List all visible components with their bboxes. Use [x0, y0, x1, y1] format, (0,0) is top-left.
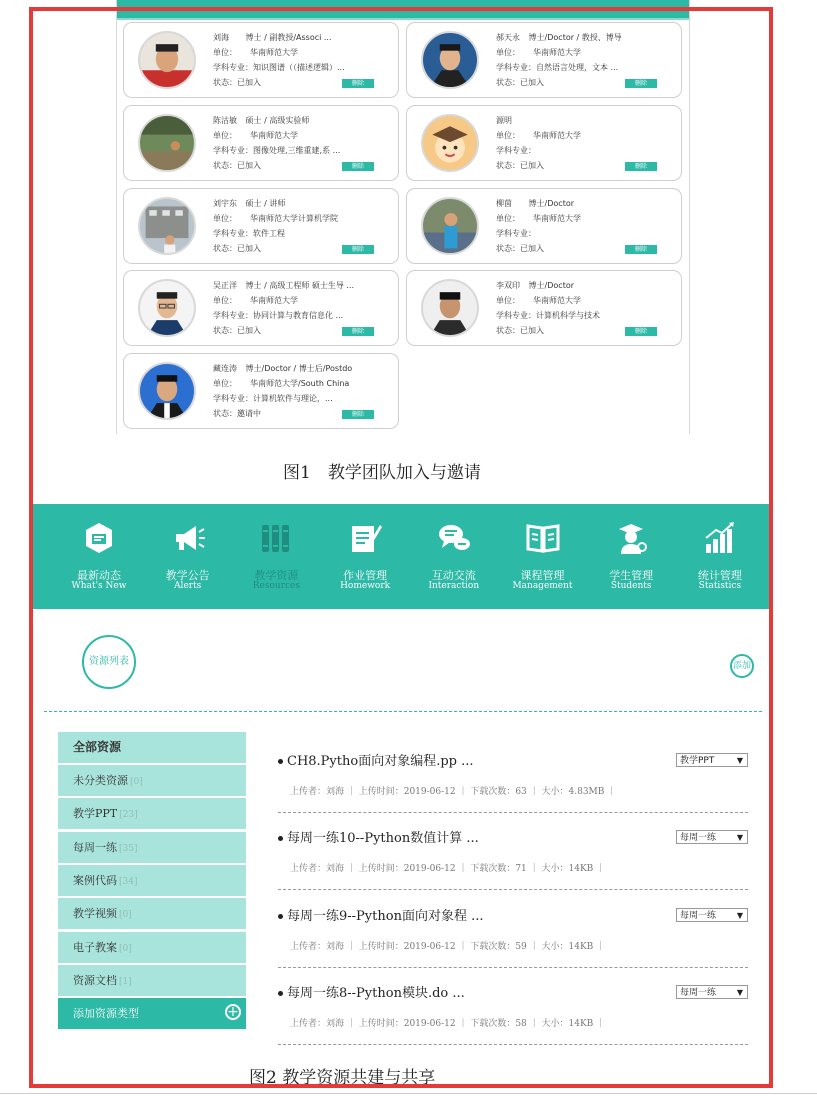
category-label: 教学视频	[73, 907, 117, 921]
nav-label-zh: 作业管理	[343, 569, 388, 582]
delete-member-button[interactable]: 删除	[342, 327, 374, 336]
status-label: 状态：	[496, 244, 520, 253]
member-major: 计算机科学与技术	[536, 311, 600, 320]
member-major: 图像处理,三维重建,系 ...	[253, 146, 341, 155]
member-title: 博士/Doctor / 教授、博导	[528, 33, 622, 42]
member-name: 郝天永	[496, 33, 520, 42]
unit-label: 单位：	[496, 214, 520, 223]
unit-label: 单位：	[213, 131, 237, 140]
major-label: 学科专业：	[496, 229, 536, 238]
delete-member-button[interactable]: 删除	[342, 410, 374, 419]
status-label: 状态：	[213, 409, 237, 418]
nav-label-en: Students	[610, 581, 652, 591]
member-major: 协同计算与教育信息化 ...	[253, 311, 344, 320]
member-status: 已加入	[520, 161, 544, 170]
highlight-frame	[29, 7, 773, 1088]
nav-label-en: Homework	[340, 581, 391, 591]
category-label: 未分类资源	[73, 774, 128, 787]
unit-label: 单位：	[213, 379, 237, 388]
resource-title: CH8.Pytho面向对象编程.pp ...	[287, 754, 474, 769]
nav-label-zh: 教学资源	[254, 569, 299, 582]
resource-list-badge[interactable]: 资源列表	[82, 635, 136, 689]
status-label: 状态：	[213, 161, 237, 170]
nav-label-en: Interaction	[428, 581, 480, 591]
resource-title: 每周一练10--Python数值计算 ...	[287, 831, 479, 847]
category-select-value: 教学PPT	[680, 756, 715, 766]
major-label: 学科专业：	[213, 311, 253, 320]
member-name: 刘海	[213, 33, 229, 42]
major-label: 学科专业：	[213, 394, 253, 403]
member-unit: 华南师范大学/South China	[250, 379, 350, 388]
nav-label-en: What's New	[71, 581, 127, 591]
category-count: [35]	[119, 843, 138, 854]
member-title: 博士/Doctor	[528, 199, 575, 208]
member-status: 已加入	[237, 326, 261, 335]
unit-label: 单位：	[213, 214, 237, 223]
member-status: 已加入	[520, 78, 544, 87]
nav-label-zh: 互动交流	[431, 569, 476, 582]
member-title: 硕士 / 讲师	[245, 199, 286, 208]
chevron-down-icon: ▼	[736, 833, 743, 843]
page-bottom-line	[0, 1093, 817, 1094]
category-count: [23]	[119, 810, 138, 821]
category-label: 案例代码	[73, 873, 117, 887]
member-unit: 华南师范大学	[533, 214, 581, 223]
delete-member-button[interactable]: 删除	[342, 245, 374, 254]
member-status: 已加入	[520, 244, 544, 253]
member-title: 硕士 / 高级实验师	[245, 116, 310, 125]
add-resource-type-label: 添加资源类型	[73, 1007, 139, 1020]
major-label: 学科专业：	[496, 146, 536, 155]
member-major: 计算机软件与理论，...	[253, 394, 333, 403]
member-name: 柳茵	[496, 199, 512, 208]
status-label: 状态：	[213, 244, 237, 253]
unit-label: 单位：	[496, 131, 520, 140]
status-label: 状态：	[496, 161, 520, 170]
unit-label: 单位：	[496, 48, 520, 57]
category-count: [0]	[119, 910, 132, 921]
member-unit: 华南师范大学计算机学院	[250, 214, 338, 223]
category-label: 电子教案	[73, 940, 117, 954]
major-label: 学科专业：	[496, 311, 536, 320]
nav-label-zh: 课程管理	[520, 569, 565, 582]
member-title: 博士 / 高级工程师 硕士生导 ...	[245, 281, 355, 290]
major-label: 学科专业：	[213, 146, 253, 155]
category-label: 每周一练	[73, 840, 117, 854]
member-unit: 华南师范大学	[533, 48, 581, 57]
delete-member-button[interactable]: 删除	[342, 162, 374, 171]
resource-title: 每周一练9--Python面向对象程 ...	[287, 908, 484, 924]
nav-label-en: Alerts	[174, 581, 202, 591]
member-name: 李双印	[496, 281, 520, 290]
member-status: 邀请中	[237, 409, 261, 418]
member-name: 藏连涛	[213, 364, 237, 373]
member-major: 自然语言处理，文本 ...	[536, 63, 619, 72]
member-title: 博士/Doctor / 博士后/Postdo	[245, 364, 353, 373]
member-name: 刘宇东	[213, 199, 237, 208]
category-select-value: 每周一练	[680, 833, 717, 844]
category-count: [0]	[130, 777, 143, 787]
plus-icon: +	[225, 1004, 241, 1020]
unit-label: 单位：	[213, 296, 237, 305]
category-select-value: 每周一练	[680, 987, 717, 998]
figure2-caption: 图2 教学资源共建与共享	[249, 1068, 436, 1088]
chevron-down-icon: ▼	[736, 910, 743, 920]
add-resource-button[interactable]: 添加	[730, 654, 754, 678]
status-label: 状态：	[213, 326, 237, 335]
unit-label: 单位：	[496, 296, 520, 305]
major-label: 学科专业：	[213, 229, 253, 238]
nav-label-en: Resources	[252, 581, 300, 591]
category-count: [34]	[119, 876, 138, 887]
member-title: 博士/Doctor	[528, 281, 575, 290]
member-status: 已加入	[237, 78, 261, 87]
status-label: 状态：	[496, 326, 520, 335]
member-unit: 华南师范大学	[533, 131, 581, 140]
delete-member-button[interactable]: 删除	[342, 79, 374, 88]
member-unit: 华南师范大学	[250, 296, 298, 305]
resource-meta: 上传者：刘海 ｜ 上传时间：2019-06-12 ｜ 下载次数：58 ｜ 大小：14KB ｜	[290, 1018, 606, 1029]
member-name: 吴正洋	[213, 281, 237, 290]
member-title: 博士 / 副教授/Associ ...	[245, 33, 332, 42]
member-name: 陈沽敏	[213, 116, 237, 125]
chevron-down-icon: ▼	[736, 987, 743, 997]
nav-label-zh: 统计管理	[697, 569, 742, 582]
unit-label: 单位：	[213, 48, 237, 57]
nav-label-zh: 教学公告	[165, 569, 210, 582]
nav-label-zh: 学生管理	[609, 569, 654, 582]
member-unit: 华南师范大学	[250, 48, 298, 57]
category-label: 资源文档	[73, 973, 117, 987]
member-major: 知识图谱（（描述逻辑）...	[253, 63, 345, 72]
member-unit: 华南师范大学	[533, 296, 581, 305]
sidebar-all-resources[interactable]: 全部资源	[58, 732, 246, 763]
category-label: 教学PPT	[73, 807, 118, 821]
member-unit: 华南师范大学	[250, 131, 298, 140]
figure1-caption: 图1 教学团队加入与邀请	[283, 463, 481, 483]
category-count: [0]	[119, 943, 132, 954]
major-label: 学科专业：	[213, 63, 253, 72]
member-status: 已加入	[520, 326, 544, 335]
nav-label-zh: 最新动态	[77, 569, 121, 582]
resource-meta: 上传者：刘海 ｜ 上传时间：2019-06-12 ｜ 下载次数：59 ｜ 大小：14KB ｜	[290, 941, 606, 952]
nav-label-en: Management	[512, 581, 573, 591]
status-label: 状态：	[213, 78, 237, 87]
resource-meta: 上传者：刘海 ｜ 上传时间：2019-06-12 ｜ 下载次数：71 ｜ 大小：14KB ｜	[290, 864, 606, 875]
member-name: 源明	[496, 116, 512, 125]
resource-meta: 上传者：刘海 ｜ 上传时间：2019-06-12 ｜ 下载次数：63 ｜ 大小：4.83MB ｜	[290, 787, 617, 797]
chevron-down-icon: ▼	[736, 756, 743, 765]
member-status: 已加入	[237, 244, 261, 253]
category-count: [1]	[119, 976, 132, 987]
category-select-value: 每周一练	[680, 910, 717, 921]
member-major: 软件工程	[253, 229, 285, 238]
major-label: 学科专业：	[496, 63, 536, 72]
status-label: 状态：	[496, 78, 520, 87]
delete-member-button[interactable]: 删除	[625, 79, 657, 88]
delete-member-button[interactable]: 删除	[625, 245, 657, 254]
member-status: 已加入	[237, 161, 261, 170]
resource-title: 每周一练8--Python模块.do ...	[287, 985, 465, 1001]
delete-member-button[interactable]: 删除	[625, 327, 657, 336]
delete-member-button[interactable]: 删除	[625, 162, 657, 171]
nav-label-en: Statistics	[698, 581, 742, 591]
